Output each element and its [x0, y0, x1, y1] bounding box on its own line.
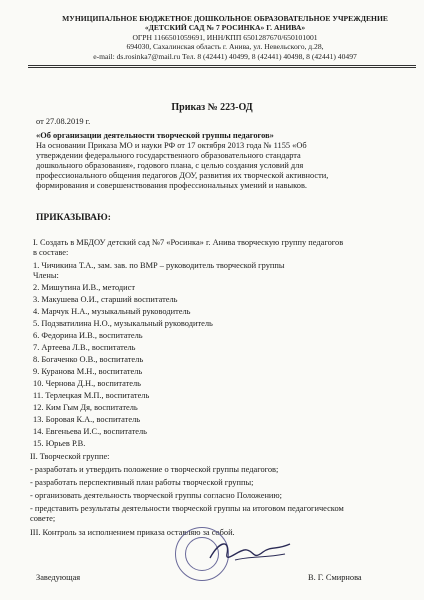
member-item: 6. Федорина И.В., воспитатель	[33, 331, 143, 340]
member-item: 11. Терлецкая М.П., воспитатель	[33, 391, 150, 400]
command-heading: ПРИКАЗЫВАЮ:	[36, 213, 111, 223]
member-item: 3. Макушева О.И., старший воспитатель	[33, 295, 178, 304]
task-item: - разработать перспективный план работы творческой группы;	[30, 478, 254, 487]
order-subject: «Об организации деятельности творческой группы педагогов»	[36, 131, 274, 140]
org-address: 694030, Сахалинская область г. Анива, ул. Невельского, д.28,	[126, 42, 324, 51]
task-item: - организовать деятельность творческой группы согласно Положению;	[30, 491, 282, 500]
item1-line: в составе:	[33, 248, 69, 257]
item3-line: III. Контроль за исполнением приказа оставляю за собой.	[30, 528, 235, 537]
org-name-line2: «ДЕТСКИЙ САД № 7 РОСИНКА» Г. АНИВА»	[144, 23, 306, 32]
org-name-line1: МУНИЦИПАЛЬНОЕ БЮДЖЕТНОЕ ДОШКОЛЬНОЕ ОБРАЗОВАТЕЛЬНОЕ УЧРЕЖДЕНИЕ	[62, 14, 388, 23]
sign-name: В. Г. Смирнова	[308, 573, 362, 582]
member-item: 5. Подзватилина Н.О., музыкальный руководитель	[33, 319, 213, 328]
signature-mark	[205, 530, 295, 570]
org-contacts: e-mail: ds.rosinka7@mail.ru Тел. 8 (42441) 40499, 8 (42441) 40498, 8 (42441) 40497	[93, 52, 357, 61]
intro-line: дошкольного образования», годового плана, с целью создания условий для	[36, 161, 304, 170]
member-item: 4. Марчук Н.А., музыкальный руководитель	[33, 307, 191, 316]
intro-line: На основании Приказа МО и науки РФ от 17 октября 2013 года № 1155 «Об	[36, 141, 307, 150]
task-item: - представить результаты деятельности творческой группы на итоговом педагогическом	[30, 504, 344, 513]
members-label: Члены:	[33, 271, 59, 280]
intro-line: формирования и совершенствования профессиональных умений и навыков.	[36, 181, 308, 190]
item2-heading: II. Творческой группе:	[30, 452, 110, 461]
member-item: 7. Артеева Л.В., воспитатель	[33, 343, 136, 352]
member-item: 15. Юрьев Р.В.	[33, 439, 86, 448]
order-title: Приказ № 223-ОД	[171, 102, 253, 113]
item1-line: I. Создать в МБДОУ детский сад №7 «Росинка» г. Анива творческую группу педагогов	[33, 238, 344, 247]
member-item: 12. Ким Гым Дя, воспитатель	[33, 403, 138, 412]
intro-line: утверждении федерального государственного образовательного стандарта	[36, 151, 301, 160]
member-item: 10. Чернова Д.Н., воспитатель	[33, 379, 141, 388]
member-item: 13. Боровая К.А., воспитатель	[33, 415, 141, 424]
group-leader: 1. Чичикина Т.А., зам. зав. по ВМР – руководитель творческой группы	[33, 261, 285, 270]
member-item: 14. Евгеньева И.С., воспитатель	[33, 427, 147, 436]
sign-role: Заведующая	[36, 573, 81, 582]
header-divider-2	[28, 67, 416, 68]
task-item: совете;	[30, 514, 56, 523]
member-item: 8. Богаченко О.В., воспитатель	[33, 355, 144, 364]
header-divider	[28, 65, 416, 66]
intro-line: профессионального общения педагогов ДОУ, развития их творческой активности,	[36, 171, 329, 180]
order-date: от 27.08.2019 г.	[36, 117, 91, 126]
task-item: - разработать и утвердить положение о творческой группы педагогов;	[30, 465, 279, 474]
member-item: 9. Куранова М.Н., воспитатель	[33, 367, 143, 376]
org-ogrn: ОГРН 1166501059691, ИНН/КПП 6501287670/650101001	[132, 33, 318, 42]
member-item: 2. Мишутина И.В., методист	[33, 283, 136, 292]
